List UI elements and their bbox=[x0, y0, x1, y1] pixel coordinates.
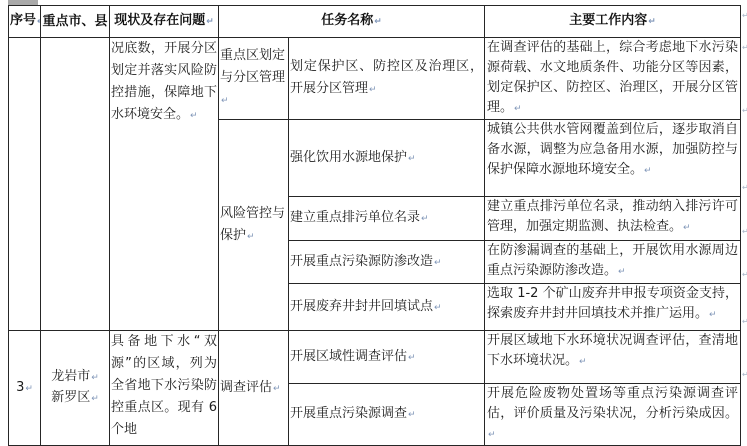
work-content-text: 开展危险废物处置场等重点污染源调查评估，评价质量及污染状况，分析污染成因。 bbox=[487, 386, 738, 421]
header-task-label: 任务名称 bbox=[321, 13, 374, 28]
row-end-mark bbox=[742, 184, 747, 194]
paragraph-mark bbox=[373, 13, 382, 28]
header-city-label: 重点市、县 bbox=[42, 13, 108, 29]
status-text: 况底数，开展分区划定并落实风险防控措施，保障地下水环境安全。 bbox=[111, 41, 217, 122]
row-end-mark bbox=[742, 271, 747, 281]
work-content-cell bbox=[485, 384, 741, 446]
work-content-cell bbox=[485, 331, 741, 384]
row-end-mark bbox=[742, 318, 747, 328]
paragraph-mark bbox=[433, 299, 442, 314]
task-name-text: 开展重点污染源防渗改造 bbox=[290, 253, 434, 269]
work-content-text: 在调查评估的基础上，综合考虑地下水污染源荷载、水文地质条件、功能分区等因素，划定保护区、防控区、治理区，开展分区管理。 bbox=[487, 40, 738, 115]
task-name-text: 开展重点污染源调查 bbox=[290, 406, 408, 421]
header-content-label: 主要工作内容 bbox=[569, 13, 648, 28]
task-category-text: 风险管控与保护 bbox=[220, 205, 286, 243]
header-city bbox=[41, 6, 110, 38]
city-cell bbox=[41, 38, 110, 331]
status-text: 具备地下水“双源”的区域，列为全省地下水污染防控重点区。现有 6 个地 bbox=[111, 334, 217, 437]
row-end-mark bbox=[742, 107, 747, 117]
task-category-text: 重点区划定与分区管理 bbox=[220, 48, 286, 85]
paragraph-mark bbox=[90, 369, 99, 384]
row-end-mark bbox=[742, 12, 747, 22]
task-name-cell bbox=[289, 284, 485, 331]
seq-cell bbox=[9, 38, 41, 331]
paragraph-mark bbox=[205, 13, 214, 28]
task-category-text: 调查评估 bbox=[220, 379, 273, 395]
header-status bbox=[110, 6, 219, 38]
work-content-text: 在防渗漏调查的基础上，开展饮用水源周边重点污染源防渗改造。 bbox=[487, 243, 738, 278]
task-name-cell bbox=[289, 120, 485, 197]
work-content-cell bbox=[485, 241, 741, 284]
paragraph-mark bbox=[407, 406, 416, 421]
row-end-mark bbox=[742, 44, 747, 54]
paragraph-mark bbox=[578, 353, 587, 368]
task-category-cell bbox=[219, 331, 289, 446]
header-seq-label: 序号 bbox=[10, 13, 37, 28]
paragraph-mark bbox=[420, 210, 429, 225]
task-name-cell bbox=[289, 384, 485, 446]
task-name-text: 建立重点排污单位名录 bbox=[290, 210, 421, 225]
seq-text: 3 bbox=[16, 379, 25, 395]
task-name-cell bbox=[289, 241, 485, 284]
city-text: 新罗区 bbox=[51, 390, 91, 405]
paragraph-mark bbox=[272, 380, 281, 395]
task-name-cell bbox=[289, 197, 485, 241]
work-content-cell bbox=[485, 284, 741, 331]
paragraph-mark bbox=[407, 150, 416, 165]
header-task bbox=[219, 6, 485, 38]
task-name-cell bbox=[289, 331, 485, 384]
work-content-text: 建立重点排污单位名录，推动纳入排污许可管理，加强定期监测、执法检查。 bbox=[487, 199, 738, 234]
work-content-cell bbox=[485, 120, 741, 197]
header-row bbox=[9, 6, 741, 38]
paragraph-mark bbox=[647, 13, 656, 28]
paragraph-mark bbox=[246, 228, 255, 243]
city-cell bbox=[41, 331, 110, 446]
paragraph-mark bbox=[487, 426, 496, 441]
task-name-text: 开展区域性调查评估 bbox=[290, 348, 408, 364]
task-name-text: 强化饮用水源地保护 bbox=[290, 149, 408, 165]
work-content-cell bbox=[485, 197, 741, 241]
paragraph-mark bbox=[643, 162, 652, 177]
paragraph-mark bbox=[24, 380, 33, 395]
work-content-text: 选取 1-2 个矿山废弃井申报专项资金支持，探索废弃井封井回填技术并推广运用。 bbox=[487, 286, 738, 321]
task-name-text: 开展废弃井封井回填试点 bbox=[290, 298, 434, 314]
seq-cell bbox=[9, 331, 41, 446]
groundwater-task-table bbox=[8, 5, 741, 446]
paragraph-mark bbox=[90, 390, 99, 405]
status-cell bbox=[110, 331, 219, 446]
header-seq bbox=[9, 6, 41, 38]
work-content-text: 开展区域地下水环境状况调查评估，查清地下水环境状况。 bbox=[487, 333, 738, 368]
table-row bbox=[9, 38, 741, 120]
status-cell bbox=[110, 38, 219, 331]
task-category-cell bbox=[219, 38, 289, 120]
task-name-text: 划定保护区、防控区及治理区，开展分区管理 bbox=[290, 59, 483, 96]
paragraph-mark bbox=[36, 13, 40, 28]
work-content-text: 城镇公共供水管网覆盖到位后，逐步取消自备水源，调整为应急备用水源，加强防控与保护保障水源地环境安全。 bbox=[487, 122, 738, 177]
work-content-cell bbox=[485, 38, 741, 120]
header-status-label: 现状及存在问题 bbox=[114, 13, 206, 28]
paragraph-mark bbox=[220, 92, 229, 107]
row-end-mark bbox=[742, 228, 747, 238]
paragraph-mark bbox=[617, 263, 626, 278]
paragraph-mark bbox=[407, 349, 416, 364]
city-text: 龙岩市 bbox=[51, 369, 91, 384]
task-name-cell bbox=[289, 38, 485, 120]
header-content bbox=[485, 6, 741, 38]
row-end-mark bbox=[742, 371, 747, 381]
table-row bbox=[9, 331, 741, 384]
paragraph-mark bbox=[368, 81, 377, 96]
paragraph-mark bbox=[433, 254, 442, 269]
city-line bbox=[42, 367, 108, 388]
paragraph-mark bbox=[189, 107, 198, 122]
paragraph-mark bbox=[708, 306, 717, 321]
city-line bbox=[42, 388, 108, 409]
task-category-cell bbox=[219, 120, 289, 331]
paragraph-mark bbox=[682, 219, 691, 234]
paragraph-mark bbox=[513, 100, 522, 115]
